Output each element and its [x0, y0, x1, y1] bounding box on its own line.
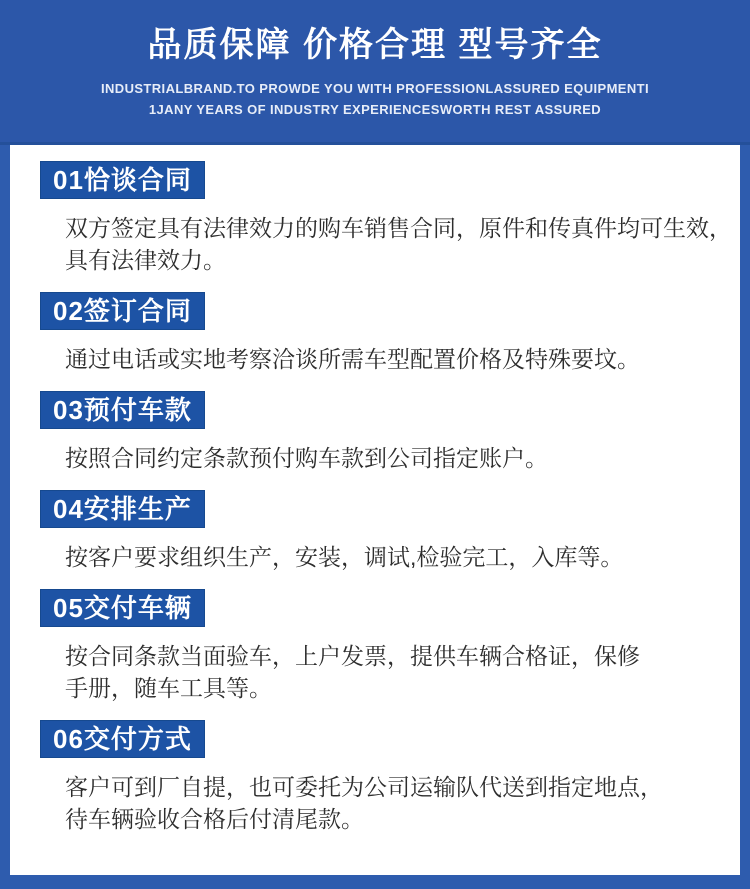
header-subtitle-line2: 1JANY YEARS OF INDUSTRY EXPERIENCESWORTH REST ASSURED	[148, 102, 602, 117]
step-2-badge: 02签订合同	[40, 292, 205, 330]
step-1-text-line-2: 具有法律效力。	[65, 247, 226, 273]
step-6	[10, 704, 740, 835]
header-subtitle	[0, 78, 750, 120]
step-4-badge: 04安排生产	[40, 490, 205, 528]
step-6-text-line-1: 客户可到厂自提，也可委托为公司运输队代送到指定地点，	[65, 774, 663, 800]
step-4-text-line-1: 按客户要求组织生产，安装，调试,检验完工，入库等。	[65, 544, 624, 570]
step-1	[10, 145, 740, 276]
step-3-text-line-1: 按照合同约定条款预付购车款到公司指定账户。	[65, 445, 548, 471]
step-2-text	[65, 343, 705, 375]
step-2-text-line-1: 通过电话或实地考察洽谈所需车型配置价格及特殊要坟。	[65, 346, 640, 372]
step-3	[10, 375, 740, 474]
step-3-badge: 03预付车款	[40, 391, 205, 429]
step-1-badge: 01恰谈合同	[40, 161, 205, 199]
header-banner	[0, 0, 750, 145]
page-title: 品质保障 价格合理 型号齐全	[147, 26, 603, 64]
step-5-text-line-2: 手册，随车工具等。	[65, 675, 272, 701]
step-5-badge: 05交付车辆	[40, 589, 205, 627]
step-6-badge: 06交付方式	[40, 720, 205, 758]
step-1-text-line-1: 双方签定具有法律效力的购车销售合同，原件和传真件均可生效，	[65, 215, 732, 241]
step-6-text	[65, 771, 705, 835]
step-5-text	[65, 640, 705, 704]
content-frame	[0, 145, 750, 889]
step-5-text-line-1: 按合同条款当面验车，上户发票，提供车辆合格证，保修	[65, 643, 640, 669]
step-2	[10, 276, 740, 375]
step-1-text	[65, 212, 732, 276]
step-3-text	[65, 442, 705, 474]
header-subtitle-line1: INDUSTRIALBRAND.TO PROWDE YOU WITH PROFESSIONLASSURED EQUIPMENTI	[100, 81, 650, 96]
step-4	[10, 474, 740, 573]
step-4-text	[65, 541, 705, 573]
step-5	[10, 573, 740, 704]
step-6-text-line-2: 待车辆验收合格后付清尾款。	[65, 806, 364, 832]
